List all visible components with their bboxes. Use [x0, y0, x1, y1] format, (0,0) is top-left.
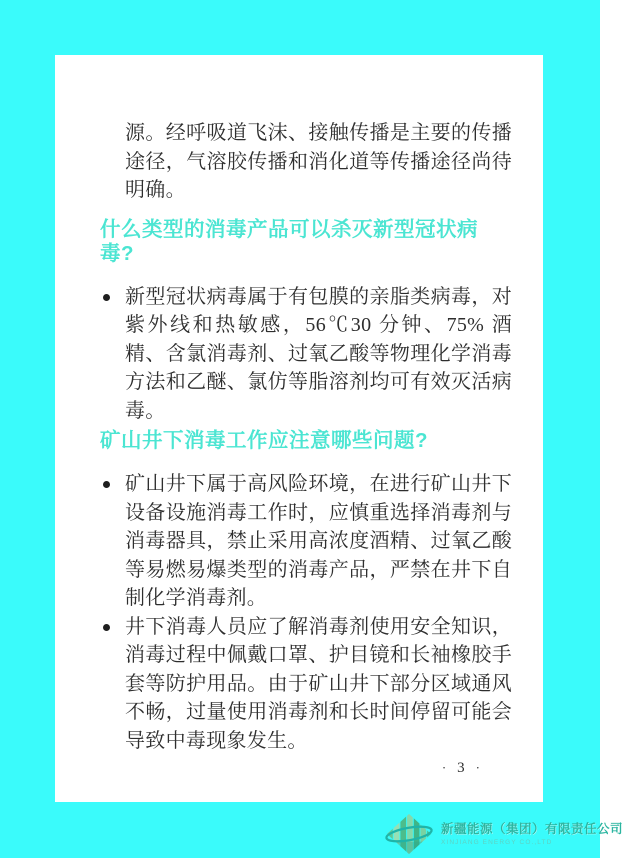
footer-dot-right: ·: [475, 760, 482, 775]
bullet-dot-icon: [103, 294, 110, 301]
section-heading-mine-disinfection: 矿山井下消毒工作应注意哪些问题?: [100, 429, 429, 452]
bullet-dot-icon: [103, 624, 110, 631]
bullet-text: 井下消毒人员应了解消毒剂使用安全知识，消毒过程中佩戴口罩、护目镜和长袖橡胶手套等防护用品。由于矿山井下部分区域通风不畅，过量使用消毒剂和长时间停留可能会导致中毒现象发生。: [125, 615, 512, 752]
company-text-block: [441, 822, 623, 846]
bullet-item: [100, 613, 512, 756]
bullet-text: 新型冠状病毒属于有包膜的亲脂类病毒，对紫外线和热敏感，56℃30 分钟、75% 酒精、含氯消毒剂、过氧乙酸等物理化学消毒方法和乙醚、氯仿等脂溶剂均可有效灭活病毒。: [125, 285, 512, 422]
company-logo: [384, 813, 623, 855]
bullet-list-mine: [100, 470, 512, 755]
document-card: [55, 55, 543, 802]
bullet-item: [100, 283, 512, 426]
page-number: 3: [457, 760, 467, 776]
intro-paragraph: 源。经呼吸道飞沫、接触传播是主要的传播途径，气溶胶传播和消化道等传播途径尚待明确。: [125, 122, 512, 201]
diamond-building-orbit-icon: [384, 813, 434, 855]
company-name: 新疆能源（集团）有限责任公司: [441, 822, 623, 836]
section-heading-disinfectant-types: 什么类型的消毒产品可以杀灭新型冠状病毒?: [100, 217, 478, 265]
bullet-text: 矿山井下属于高风险环境，在进行矿山井下设备设施消毒工作时，应慎重选择消毒剂与消毒器具，禁止采用高浓度酒精、过氧乙酸等易燃易爆类型的消毒产品，严禁在井下自制化学消毒剂。: [125, 473, 512, 609]
company-name-english: XINJIANG ENERGY CO.,LTD: [441, 839, 553, 846]
bullet-list-disinfectant: [100, 283, 512, 426]
bullet-item: [100, 470, 512, 613]
page-number-footer: [433, 760, 491, 777]
bullet-dot-icon: [103, 481, 110, 488]
footer-dot-left: ·: [441, 760, 449, 775]
